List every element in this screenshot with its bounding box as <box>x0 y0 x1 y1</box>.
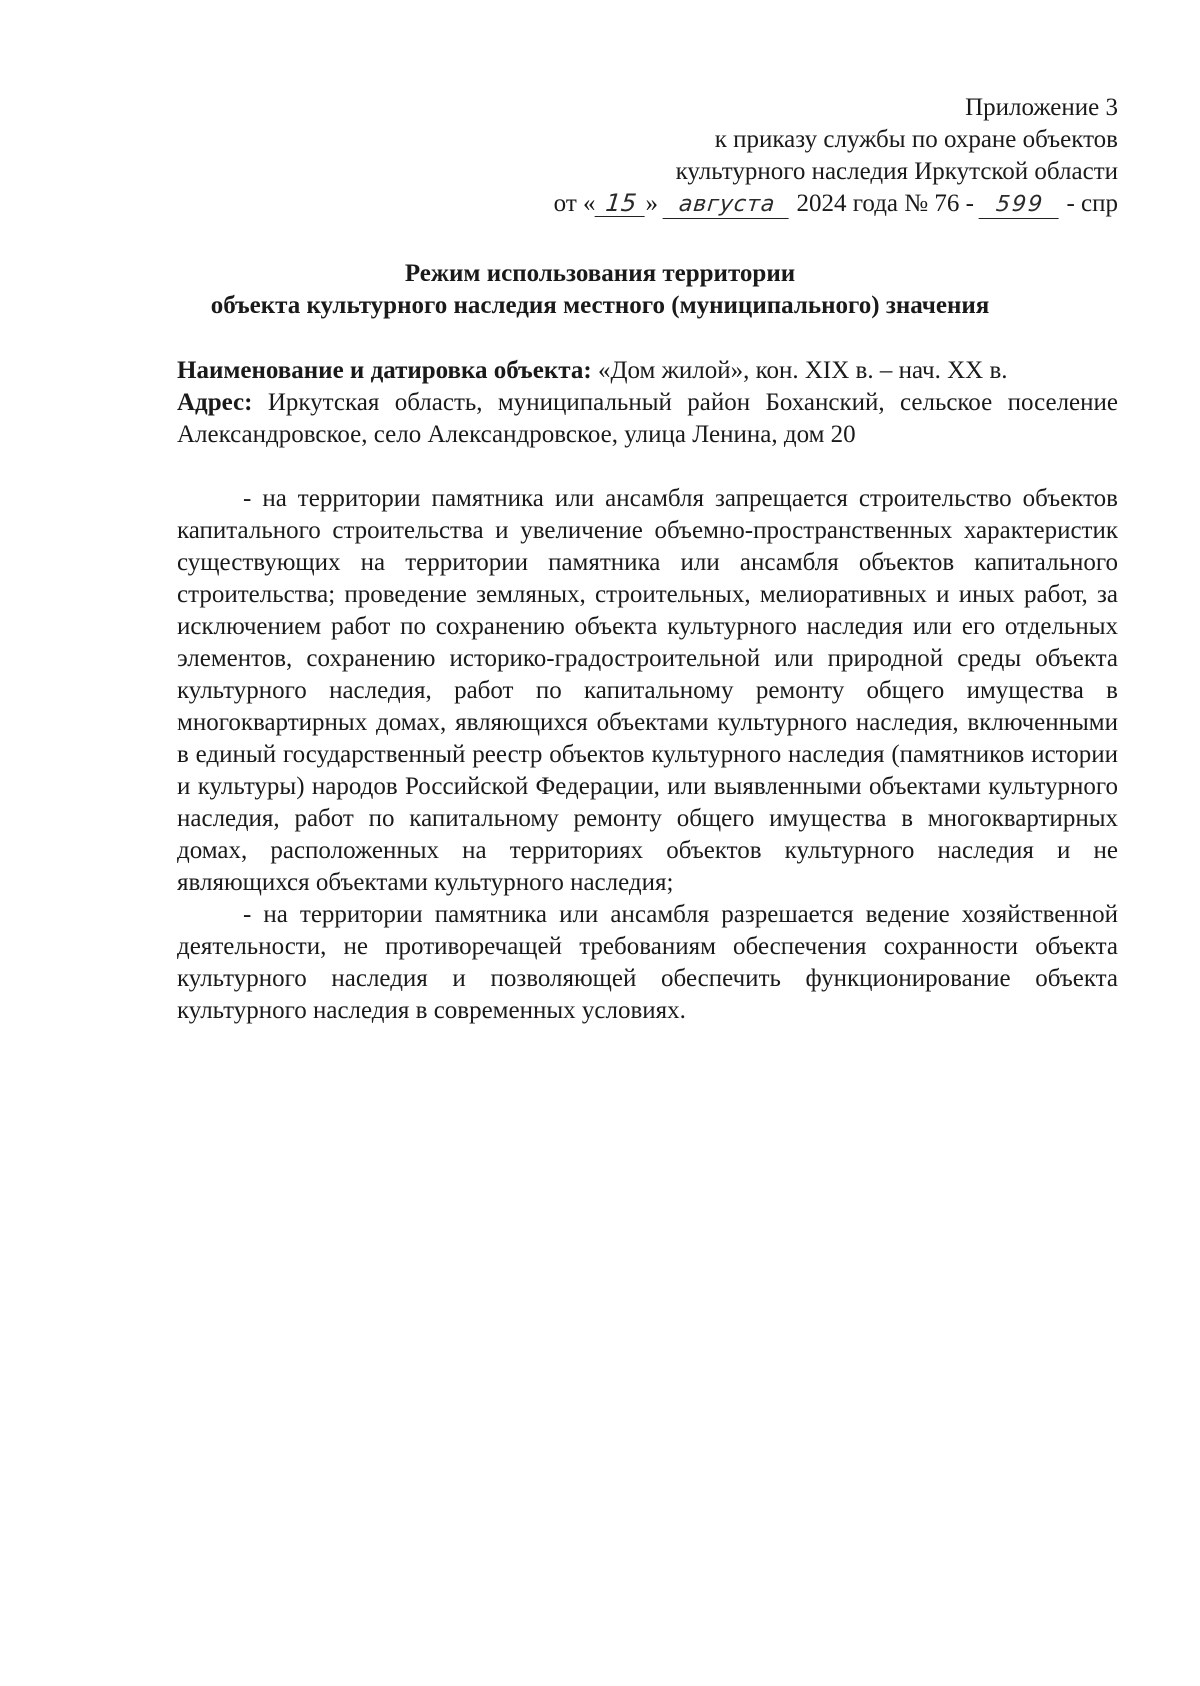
address-value: Иркутская область, муниципальный район Боханский, сельское поселение Александровское, село Александровское, улица Ленина, дом 20 <box>177 389 1119 448</box>
object-name <box>177 355 1118 387</box>
object-name-label: Наименование и датировка объекта: <box>177 357 592 384</box>
handwritten-order-number: 599 <box>979 192 1062 219</box>
handwritten-day: 15 <box>594 190 647 217</box>
title-line-2: объекта культурного наследия местного (муниципального) значения <box>210 292 990 319</box>
prohibitions-paragraph: - на территории памятника или ансамбля запрещается строительство объектов капитального строительства и увеличение объемно-пространственных характеристик существующих на территории памятника или ансамбля объектов капитального строительства; проведение земляных, строительных, мелиоративных и иных работ, за исключением работ по сохранению объекта культурного наследия или его отдельных элементов, сохранению историко-градостроительной или природной среды объекта культурного наследия, работ по капитальному ремонту общего имущества в многоквартирных домах, являющихся объектами культурного наследия, включенными в единый государственный реестр объектов культурного наследия (памятников истории и культуры) народов Российской Федерации, или выявленными объектами культурного наследия, работ по капитальному ремонту общего имущества в многоквартирных домах, расположенных на территориях объектов культурного наследия и не являющихся объектами культурного наследия; <box>177 485 1118 896</box>
issuing-authority-line: культурного наследия Иркутской области <box>675 158 1118 185</box>
date-close-quote: » <box>645 190 659 217</box>
document-body <box>177 355 1118 1027</box>
address-label: Адрес: <box>177 389 253 416</box>
object-address <box>177 387 1118 451</box>
appendix-number: Приложение 3 <box>965 94 1118 121</box>
permissions-paragraph: - на территории памятника или ансамбля разрешается ведение хозяйственной деятельности, не противоречащей требованиям обеспечения сохранности объекта культурного наследия и позволяющей обеспечить функционирование объекта культурного наследия в современных условиях. <box>177 901 1118 1024</box>
order-suffix: - спр <box>1066 190 1118 217</box>
paragraph-spacer <box>177 451 1118 483</box>
order-reference-line: к приказу службы по охране объектов <box>714 126 1118 153</box>
object-name-value: «Дом жилой», кон. XIX в. – нач. XX в. <box>597 357 1008 384</box>
document-title <box>0 258 1200 322</box>
order-date-line <box>554 188 1118 220</box>
title-line-1: Режим использования территории <box>404 260 796 287</box>
date-prefix: от « <box>553 190 596 217</box>
appendix-header <box>554 92 1118 220</box>
handwritten-month: августа <box>663 192 792 219</box>
year-and-number-prefix: 2024 года № 76 - <box>796 190 974 217</box>
